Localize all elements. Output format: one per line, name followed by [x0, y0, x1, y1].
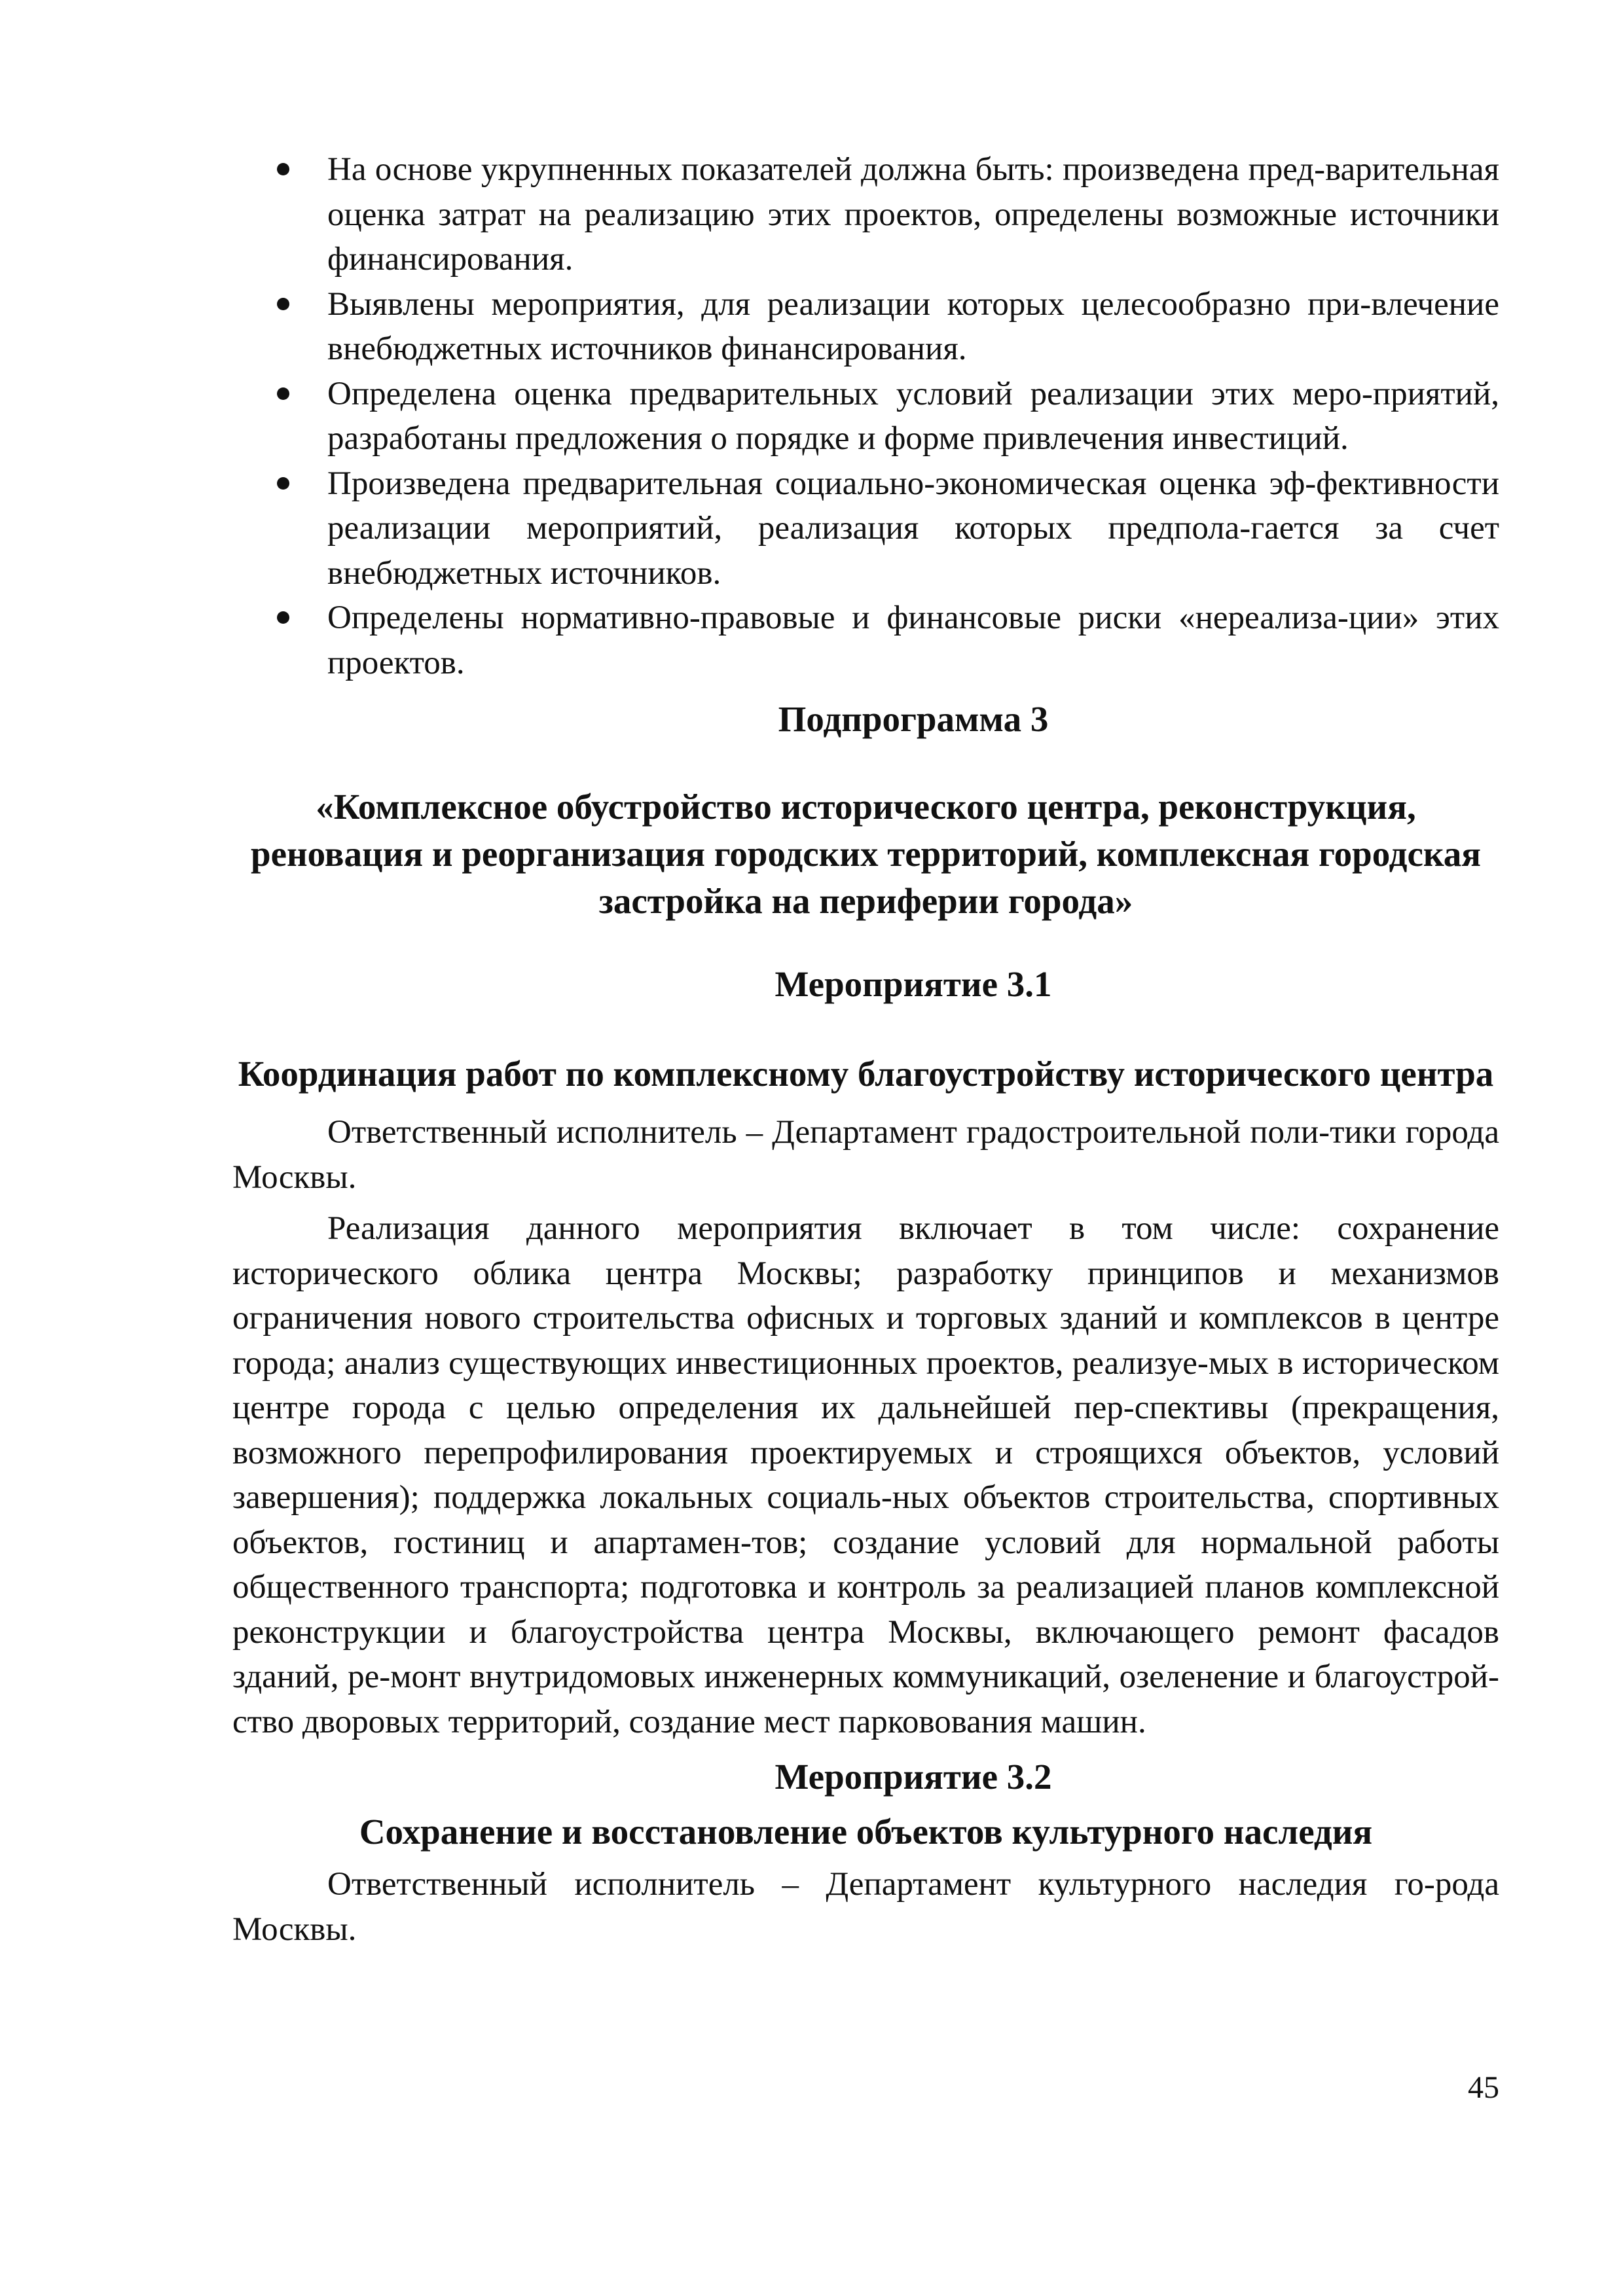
bullet-item	[232, 372, 1499, 461]
page-content	[232, 147, 1499, 1952]
bullet-item	[232, 596, 1499, 685]
bullet-item	[232, 282, 1499, 372]
measure-3-1-description: Реализация данного мероприятия включает в том числе: сохранение исторического облика центра Москвы; разработку принципов и механизмов ограничения нового строительства офисных и торговых зданий и комплексов в центре города; анализ существующих инвестиционных проектов, реализуе-мых в историческом центре города с целью определения их дальнейшей пер-спективы (прекращения, возможного перепрофилирования проектируемых и строящихся объектов, условий завершения); поддержка локальных социаль-ных объектов строительства, спортивных объектов, гостиниц и апартамен-тов; создание условий для нормальной работы общественного транспорта; подготовка и контроль за реализацией планов комплексной реконструкции и благоустройства центра Москвы, включающего ремонт фасадов зданий, ре-монт внутридомовых инженерных коммуникаций, озеленение и благоустрой-ство дворовых территорий, создание мест парковования машин.	[232, 1210, 1499, 1740]
measure-3-1-responsible: Ответственный исполнитель – Департамент градостроительной поли-тики города Москвы.	[232, 1114, 1499, 1196]
measure-3-2-responsible: Ответственный исполнитель – Департамент культурного наследия го-рода Москвы.	[232, 1866, 1499, 1948]
measure-3-2-title: Сохранение и восстановление объектов культурного наследия	[359, 1812, 1373, 1852]
bullet-icon	[277, 163, 289, 175]
subprogram-heading: Подпрограмма 3	[778, 699, 1049, 739]
bullet-item	[232, 461, 1499, 596]
bullet-icon	[277, 387, 289, 400]
bullet-item	[232, 147, 1499, 282]
page-number: 45	[1468, 2070, 1499, 2105]
measure-3-1-heading: Мероприятие 3.1	[775, 964, 1052, 1004]
bullet-text: Определена оценка предварительных условий реализации этих меро-приятий, разработаны предложения о порядке и форме привлечения инвестиций.	[327, 375, 1499, 457]
results-bullet-list	[232, 147, 1499, 685]
measure-3-2-heading: Мероприятие 3.2	[775, 1757, 1052, 1797]
bullet-text: Произведена предварительная социально-экономическая оценка эф-фективности реализации мероприятий, реализация которых предпола-гается за счет внебюджетных источников.	[327, 465, 1499, 592]
measure-3-1-title: Координация работ по комплексному благоустройству исторического центра	[238, 1054, 1494, 1094]
bullet-icon	[277, 611, 289, 624]
bullet-text: Выявлены мероприятия, для реализации которых целесообразно при-влечение внебюджетных источников финансирования.	[327, 285, 1499, 367]
bullet-icon	[277, 477, 289, 490]
bullet-icon	[277, 298, 289, 310]
bullet-text: На основе укрупненных показателей должна быть: произведена пред-варительная оценка затрат на реализацию этих проектов, определены возможные источники финансирования.	[327, 151, 1499, 278]
subprogram-title: «Комплексное обустройство исторического центра, реконструкция, реновация и реорганизация городских территорий, комплексная городская застройка на периферии города»	[250, 787, 1482, 921]
bullet-text: Определены нормативно-правовые и финансовые риски «нереализа-ции» этих проектов.	[327, 600, 1499, 681]
